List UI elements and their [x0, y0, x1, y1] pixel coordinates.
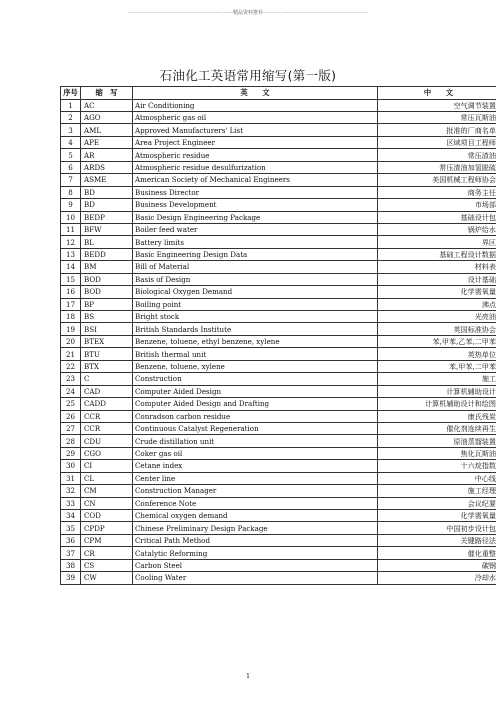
abbreviation-cell: CS: [81, 559, 133, 571]
table-row: [61, 112, 496, 124]
abbreviation-cell: CN: [81, 497, 133, 509]
abbreviation-cell: AGO: [81, 112, 133, 124]
chinese-term-cell: 关键路径法: [378, 534, 496, 546]
table-body: [61, 99, 496, 584]
chinese-term-cell: 材料表: [378, 261, 496, 273]
chinese-term-cell: 化学需氧量: [378, 286, 496, 298]
page-number: 1: [246, 673, 250, 680]
table-row: [61, 248, 496, 260]
english-term-cell: Conference Note: [133, 497, 378, 509]
row-number: 4: [61, 136, 81, 148]
chinese-term-cell: 区域项目工程师: [378, 136, 496, 148]
chinese-term-cell: 沸点: [378, 298, 496, 310]
table-row: [61, 223, 496, 235]
abbreviation-cell: ARDS: [81, 161, 133, 173]
abbreviation-cell: BOD: [81, 273, 133, 285]
english-term-cell: Benzene, toluene, ethyl benzene, xylene: [133, 335, 378, 347]
english-term-cell: Center line: [133, 472, 378, 484]
english-term-cell: British thermal unit: [133, 348, 378, 360]
row-number: 15: [61, 273, 81, 285]
abbreviation-cell: CPM: [81, 534, 133, 546]
header-chinese: 中 文: [378, 87, 496, 100]
english-term-cell: Benzene, toluene, xylene: [133, 360, 378, 372]
row-number: 33: [61, 497, 81, 509]
english-term-cell: Atmospheric residue: [133, 149, 378, 161]
abbreviation-cell: COD: [81, 510, 133, 522]
row-number: 34: [61, 510, 81, 522]
english-term-cell: Cooling Water: [133, 572, 378, 584]
table-row: [61, 360, 496, 372]
chinese-term-cell: 设计基础: [378, 273, 496, 285]
abbreviation-cell: CDU: [81, 435, 133, 447]
english-term-cell: Computer Aided Design and Drafting: [133, 398, 378, 410]
table-row: [61, 435, 496, 447]
english-term-cell: Cetane index: [133, 460, 378, 472]
table-header-row: [61, 87, 496, 100]
row-number: 11: [61, 223, 81, 235]
row-number: 23: [61, 373, 81, 385]
chinese-term-cell: 光亮油: [378, 311, 496, 323]
header-note: ··································································精品资料推荐··································································: [128, 10, 368, 16]
row-number: 32: [61, 485, 81, 497]
abbreviation-cell: BTX: [81, 360, 133, 372]
table-row: [61, 447, 496, 459]
row-number: 3: [61, 124, 81, 136]
table-row: [61, 99, 496, 111]
chinese-term-cell: 空气调节装置: [378, 99, 496, 111]
english-term-cell: Bright stock: [133, 311, 378, 323]
page-title: 石油化工英语常用缩写(第一版): [159, 68, 337, 83]
row-number: 1: [61, 99, 81, 111]
chinese-term-cell: 焦化瓦斯油: [378, 447, 496, 459]
english-term-cell: Biological Oxygen Demand: [133, 286, 378, 298]
english-term-cell: Basis of Design: [133, 273, 378, 285]
chinese-term-cell: 商务主任: [378, 186, 496, 198]
table-row: [61, 385, 496, 397]
abbreviation-cell: BTU: [81, 348, 133, 360]
english-term-cell: Basic Design Engineering Package: [133, 211, 378, 223]
abbreviation-cell: ASME: [81, 174, 133, 186]
row-number: 14: [61, 261, 81, 273]
abbreviation-cell: CM: [81, 485, 133, 497]
table-row: [61, 497, 496, 509]
header-number: 序号: [61, 87, 81, 100]
chinese-term-cell: 苯,甲苯,乙苯,二甲苯: [378, 335, 496, 347]
chinese-term-cell: 常压瓦斯油: [378, 112, 496, 124]
chinese-term-cell: 催化剂连续再生: [378, 422, 496, 434]
abbreviation-cell: BEDP: [81, 211, 133, 223]
row-number: 5: [61, 149, 81, 161]
row-number: 31: [61, 472, 81, 484]
abbreviation-cell: AML: [81, 124, 133, 136]
abbreviation-cell: BSI: [81, 323, 133, 335]
abbreviation-cell: C: [81, 373, 133, 385]
table-row: [61, 485, 496, 497]
table-row: [61, 398, 496, 410]
table-row: [61, 534, 496, 546]
row-number: 7: [61, 174, 81, 186]
table-row: [61, 559, 496, 571]
table-row: [61, 522, 496, 534]
abbreviation-cell: AC: [81, 99, 133, 111]
table-row: [61, 335, 496, 347]
chinese-term-cell: 常压渣油: [378, 149, 496, 161]
english-term-cell: American Society of Mechanical Engineers: [133, 174, 378, 186]
chinese-term-cell: 碳钢: [378, 559, 496, 571]
english-term-cell: Atmospheric residue desulfurization: [133, 161, 378, 173]
english-term-cell: Area Project Engineer: [133, 136, 378, 148]
english-term-cell: Chinese Preliminary Design Package: [133, 522, 378, 534]
english-term-cell: Critical Path Method: [133, 534, 378, 546]
table-row: [61, 472, 496, 484]
abbreviation-cell: BFW: [81, 223, 133, 235]
table-row: [61, 410, 496, 422]
table-row: [61, 348, 496, 360]
english-term-cell: Boiling point: [133, 298, 378, 310]
chinese-term-cell: 化学需氧量: [378, 510, 496, 522]
table-row: [61, 311, 496, 323]
table-row: [61, 422, 496, 434]
row-number: 25: [61, 398, 81, 410]
abbreviation-cell: CCR: [81, 422, 133, 434]
abbreviation-cell: CW: [81, 572, 133, 584]
table-row: [61, 572, 496, 584]
chinese-term-cell: 基础设计包: [378, 211, 496, 223]
table-row: [61, 124, 496, 136]
abbreviation-cell: BM: [81, 261, 133, 273]
chinese-term-cell: 会议纪要: [378, 497, 496, 509]
table-row: [61, 199, 496, 211]
abbreviation-cell: BS: [81, 311, 133, 323]
row-number: 29: [61, 447, 81, 459]
chinese-term-cell: 计算机辅助设计和绘图: [378, 398, 496, 410]
english-term-cell: Catalytic Reforming: [133, 547, 378, 559]
table-row: [61, 136, 496, 148]
chinese-term-cell: 计算机辅助设计: [378, 385, 496, 397]
english-term-cell: Computer Aided Design: [133, 385, 378, 397]
abbreviation-cell: BL: [81, 236, 133, 248]
table-row: [61, 236, 496, 248]
english-term-cell: Battery limits: [133, 236, 378, 248]
english-term-cell: Basic Engineering Design Data: [133, 248, 378, 260]
row-number: 6: [61, 161, 81, 173]
chinese-term-cell: 常压渣油加氢脱硫: [378, 161, 496, 173]
abbreviation-cell: BP: [81, 298, 133, 310]
row-number: 10: [61, 211, 81, 223]
row-number: 21: [61, 348, 81, 360]
table-row: [61, 373, 496, 385]
row-number: 39: [61, 572, 81, 584]
chinese-term-cell: 英热单位: [378, 348, 496, 360]
row-number: 19: [61, 323, 81, 335]
chinese-term-cell: 界区: [378, 236, 496, 248]
row-number: 18: [61, 311, 81, 323]
table-row: [61, 547, 496, 559]
abbreviation-cell: BD: [81, 199, 133, 211]
chinese-term-cell: 中国初步设计包: [378, 522, 496, 534]
table-row: [61, 261, 496, 273]
header-abbreviation: 缩 写: [81, 87, 133, 100]
english-term-cell: Bill of Material: [133, 261, 378, 273]
english-term-cell: Construction Manager: [133, 485, 378, 497]
row-number: 2: [61, 112, 81, 124]
row-number: 9: [61, 199, 81, 211]
english-term-cell: Air Conditioning: [133, 99, 378, 111]
row-number: 27: [61, 422, 81, 434]
row-number: 17: [61, 298, 81, 310]
english-term-cell: Conradson carbon residue: [133, 410, 378, 422]
abbreviation-cell: CL: [81, 472, 133, 484]
chinese-term-cell: 冷却水: [378, 572, 496, 584]
abbreviation-cell: BTEX: [81, 335, 133, 347]
english-term-cell: British Standards Institute: [133, 323, 378, 335]
row-number: 16: [61, 286, 81, 298]
abbreviation-table: [60, 86, 496, 585]
abbreviation-cell: BEDD: [81, 248, 133, 260]
english-term-cell: Crude distillation unit: [133, 435, 378, 447]
abbreviation-cell: CAD: [81, 385, 133, 397]
row-number: 35: [61, 522, 81, 534]
chinese-term-cell: 康氏残炭: [378, 410, 496, 422]
english-term-cell: Chemical oxygen demand: [133, 510, 378, 522]
chinese-term-cell: 中心线: [378, 472, 496, 484]
row-number: 38: [61, 559, 81, 571]
english-term-cell: Boiler feed water: [133, 223, 378, 235]
table-row: [61, 286, 496, 298]
english-term-cell: Business Director: [133, 186, 378, 198]
table-row: [61, 211, 496, 223]
abbreviation-cell: CPDP: [81, 522, 133, 534]
table-row: [61, 174, 496, 186]
chinese-term-cell: 基础工程设计数据: [378, 248, 496, 260]
chinese-term-cell: 英国标准协会: [378, 323, 496, 335]
table-row: [61, 161, 496, 173]
chinese-term-cell: 十六烷指数: [378, 460, 496, 472]
table-row: [61, 186, 496, 198]
chinese-term-cell: 市场部: [378, 199, 496, 211]
chinese-term-cell: 催化重整: [378, 547, 496, 559]
row-number: 12: [61, 236, 81, 248]
row-number: 37: [61, 547, 81, 559]
header-english: 英 文: [133, 87, 378, 100]
abbreviation-cell: AR: [81, 149, 133, 161]
abbreviation-cell: CCR: [81, 410, 133, 422]
table-row: [61, 149, 496, 161]
chinese-term-cell: 苯,甲苯,二甲苯: [378, 360, 496, 372]
english-term-cell: Carbon Steel: [133, 559, 378, 571]
abbreviation-cell: APE: [81, 136, 133, 148]
english-term-cell: Construction: [133, 373, 378, 385]
table-row: [61, 510, 496, 522]
row-number: 22: [61, 360, 81, 372]
abbreviation-cell: CI: [81, 460, 133, 472]
chinese-term-cell: 美国机械工程师协会: [378, 174, 496, 186]
row-number: 20: [61, 335, 81, 347]
abbreviation-cell: CGO: [81, 447, 133, 459]
row-number: 30: [61, 460, 81, 472]
chinese-term-cell: 锅炉给水: [378, 223, 496, 235]
chinese-term-cell: 施工经理: [378, 485, 496, 497]
table-row: [61, 298, 496, 310]
english-term-cell: Continuous Catalyst Regeneration: [133, 422, 378, 434]
english-term-cell: Business Development: [133, 199, 378, 211]
english-term-cell: Atmospheric gas oil: [133, 112, 378, 124]
row-number: 24: [61, 385, 81, 397]
row-number: 36: [61, 534, 81, 546]
abbreviation-cell: BD: [81, 186, 133, 198]
abbreviation-cell: CR: [81, 547, 133, 559]
abbreviation-cell: CADD: [81, 398, 133, 410]
english-term-cell: Coker gas oil: [133, 447, 378, 459]
table-row: [61, 460, 496, 472]
row-number: 28: [61, 435, 81, 447]
english-term-cell: Approved Manufacturers' List: [133, 124, 378, 136]
chinese-term-cell: 施工: [378, 373, 496, 385]
row-number: 13: [61, 248, 81, 260]
row-number: 26: [61, 410, 81, 422]
row-number: 8: [61, 186, 81, 198]
chinese-term-cell: 原油蒸馏装置: [378, 435, 496, 447]
table-row: [61, 273, 496, 285]
abbreviation-cell: BOD: [81, 286, 133, 298]
table-row: [61, 323, 496, 335]
chinese-term-cell: 批准的厂商名单: [378, 124, 496, 136]
